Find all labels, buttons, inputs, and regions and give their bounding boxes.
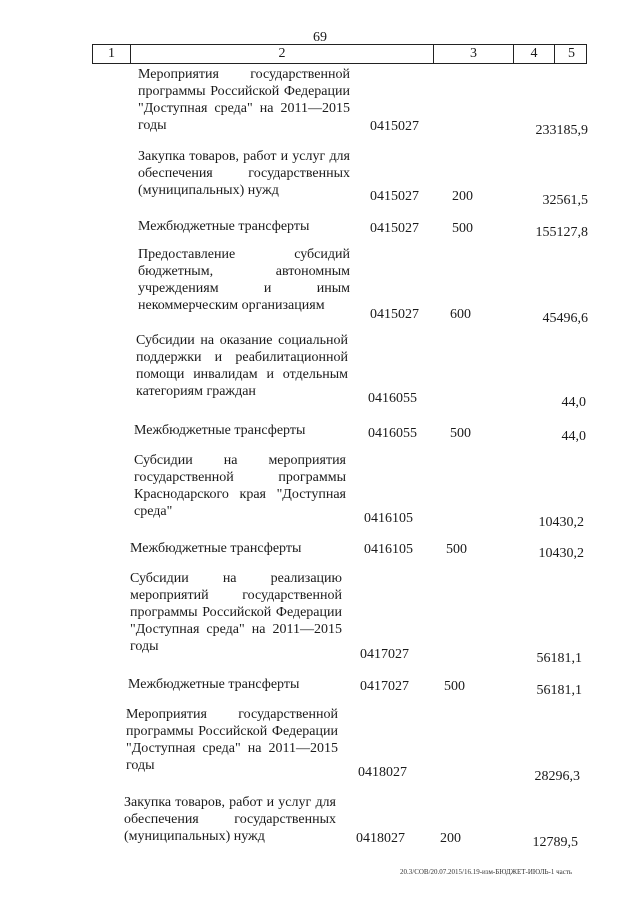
row-description: Межбюджетные трансферты (128, 677, 300, 692)
row-expense-type: 500 (444, 679, 465, 694)
header-col-4: 4 (514, 45, 555, 63)
page-number: 69 (313, 30, 327, 45)
row-description: Субсидии на мероприятия государственной программы Краснодарского края "Доступная среда" (134, 453, 346, 519)
row-code: 0416105 (364, 542, 413, 557)
header-col-2: 2 (131, 45, 434, 63)
row-amount: 44,0 (561, 395, 586, 410)
row-code: 0415027 (370, 119, 419, 134)
row-amount: 45496,6 (542, 311, 588, 326)
row-amount: 44,0 (561, 429, 586, 444)
row-expense-type: 600 (450, 307, 471, 322)
row-code: 0416055 (368, 426, 417, 441)
row-code: 0415027 (370, 189, 419, 204)
row-amount: 12789,5 (532, 835, 578, 850)
row-amount: 10430,2 (538, 515, 584, 530)
row-description: Мероприятия государственной программы Российской Федерации "Доступная среда" на 2011—2015 годы (138, 67, 350, 133)
row-code: 0418027 (356, 831, 405, 846)
row-expense-type: 500 (452, 221, 473, 236)
row-description: Субсидии на реализацию мероприятий государственной программы Российской Федерации "Доступная среда" на 2011—2015 годы (130, 571, 342, 654)
table-header (92, 44, 587, 64)
row-description: Закупка товаров, работ и услуг для обеспечения государственных (муниципальных) нужд (124, 795, 336, 844)
row-expense-type: 500 (446, 542, 467, 557)
row-amount: 28296,3 (534, 769, 580, 784)
row-description: Межбюджетные трансферты (138, 219, 310, 234)
row-amount: 10430,2 (538, 546, 584, 561)
row-code: 0417027 (360, 679, 409, 694)
row-description: Закупка товаров, работ и услуг для обеспечения государственных (муниципальных) нужд (138, 149, 350, 198)
row-expense-type: 200 (440, 831, 461, 846)
row-code: 0416055 (368, 391, 417, 406)
header-col-1: 1 (93, 45, 131, 63)
row-description: Мероприятия государственной программы Российской Федерации "Доступная среда" на 2011—2015 годы (126, 707, 338, 773)
row-code: 0415027 (370, 221, 419, 236)
header-col-3: 3 (434, 45, 514, 63)
row-expense-type: 500 (450, 426, 471, 441)
row-amount: 233185,9 (535, 123, 588, 138)
row-description: Межбюджетные трансферты (130, 541, 302, 556)
row-amount: 32561,5 (542, 193, 588, 208)
row-code: 0415027 (370, 307, 419, 322)
row-amount: 56181,1 (536, 651, 582, 666)
row-code: 0417027 (360, 647, 409, 662)
document-footer: 20.3/СОВ/20.07.2015/16.19-изм-БЮДЖЕТ-ИЮЛЬ-1 часть (400, 868, 573, 876)
row-description: Межбюджетные трансферты (134, 423, 306, 438)
row-expense-type: 200 (452, 189, 473, 204)
row-code: 0416105 (364, 511, 413, 526)
header-col-5: 5 (568, 46, 575, 61)
row-description: Субсидии на оказание социальной поддержки и реабилитационной помощи инвалидам и отдельным категориям граждан (136, 333, 348, 399)
row-amount: 56181,1 (536, 683, 582, 698)
row-amount: 155127,8 (535, 225, 588, 240)
row-description: Предоставление субсидий бюджетным, автономным учреждениям и иным некоммерческим организациям (138, 247, 350, 313)
row-code: 0418027 (358, 765, 407, 780)
